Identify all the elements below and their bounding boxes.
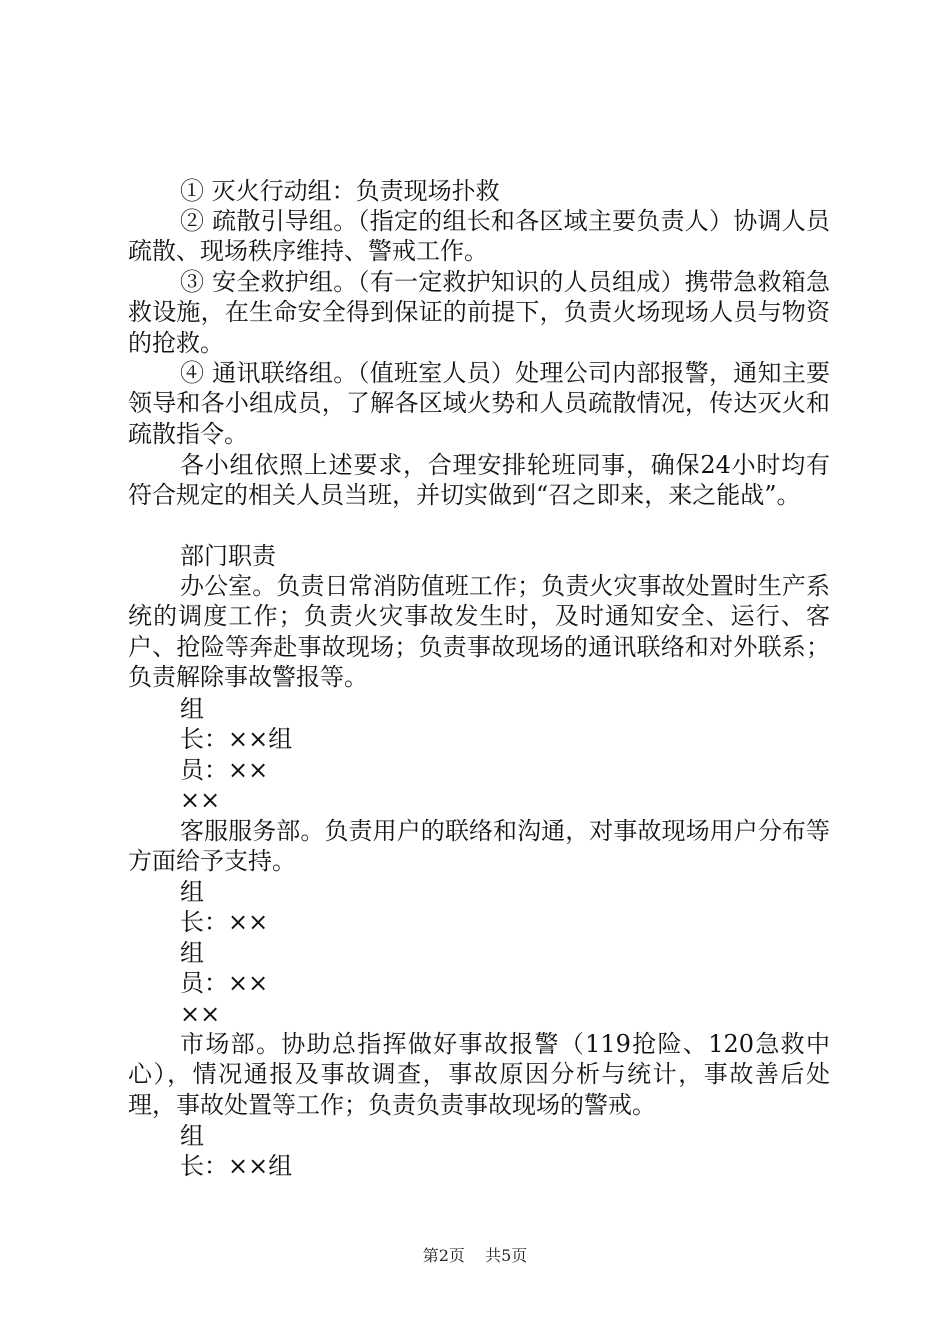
paragraph-customer-service-duties: 客服服务部。负责用户的联络和沟通，对事故现场用户分布等方面给予支持。 (128, 817, 830, 876)
office-leader-line-2: 长：××组 (180, 725, 293, 753)
marketing-leader-line-2: 长：××组 (180, 1152, 293, 1180)
cs-leader-line-2: 长：×× (180, 908, 269, 936)
paragraph-evacuation-group: ② 疏散引导组。（指定的组长和各区域主要负责人）协调人员疏散、现场秩序维持、警戒工作。 (128, 207, 830, 266)
cs-member-line-2: 员：×× (180, 969, 269, 997)
office-member-line-2: ×× (180, 786, 221, 814)
cs-member-line-1: 组 (180, 939, 204, 967)
paragraph-fire-fighting-group: ① 灭火行动组：负责现场扑救 (180, 177, 500, 205)
cs-member-line-3: ×× (180, 1000, 221, 1028)
paragraph-rescue-group: ③ 安全救护组。（有一定救护知识的人员组成）携带急救箱急救设施，在生命安全得到保证的前提下，负责火场现场人员与物资的抢救。 (128, 268, 830, 357)
marketing-leader-line-1: 组 (180, 1122, 204, 1150)
page-number: 第2页 (422, 1246, 465, 1265)
paragraph-shift-arrangement: 各小组依照上述要求，合理安排轮班同事，确保24小时均有符合规定的相关人员当班，并切实做到“召之即来，来之能战”。 (128, 451, 830, 510)
cs-leader-line-1: 组 (180, 878, 204, 906)
office-leader-line-1: 组 (180, 695, 204, 723)
page-footer (0, 1246, 950, 1266)
section-heading-department-duties: 部门职责 (180, 542, 276, 570)
paragraph-office-duties: 办公室。负责日常消防值班工作；负责火灾事故处置时生产系统的调度工作；负责火灾事故发生时，及时通知安全、运行、客户、抢险等奔赴事故现场；负责事故现场的通讯联络和对外联系；负责解除事故警报等。 (128, 572, 830, 692)
office-member-line-1: 员：×× (180, 756, 269, 784)
paragraph-marketing-duties: 市场部。协助总指挥做好事故报警（119抢险、120急救中心），情况通报及事故调查，事故原因分析与统计，事故善后处理，事故处置等工作；负责负责事故现场的警戒。 (128, 1030, 830, 1119)
page-total: 共5页 (485, 1246, 528, 1265)
paragraph-communication-group: ④ 通讯联络组。（值班室人员）处理公司内部报警，通知主要领导和各小组成员，了解各区域火势和人员疏散情况，传达灭火和疏散指令。 (128, 359, 830, 448)
